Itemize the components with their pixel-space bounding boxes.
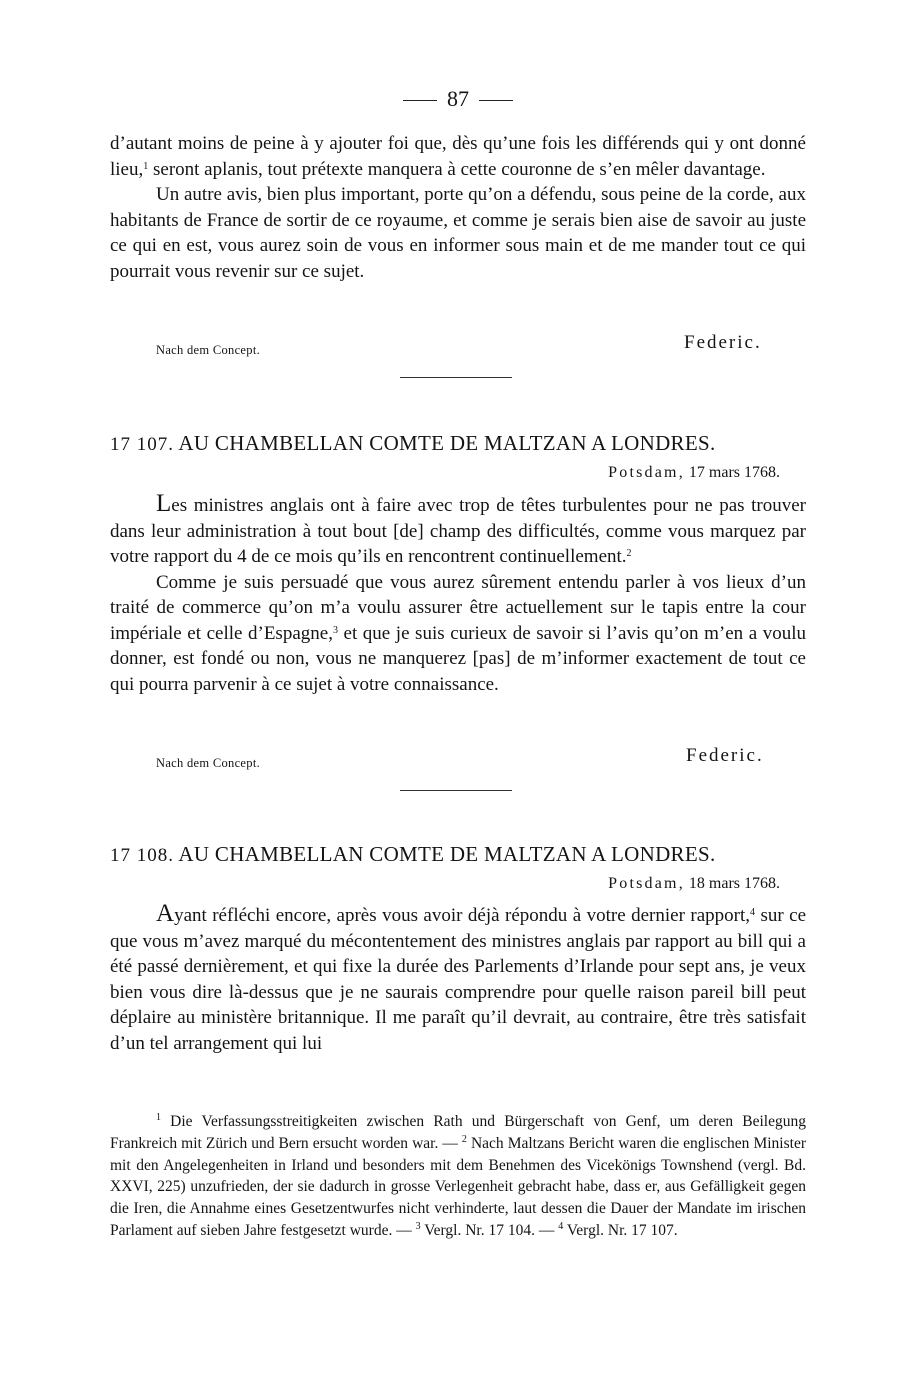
text-run: seront aplanis, tout prétexte manquera à cette couronne de s’en mêler davantage. (148, 158, 766, 180)
text-run: es ministres anglais ont à faire avec trop de têtes turbulentes pour ne pas trouver dans leur administration à tout bout [de] champ des difficultés, comme vous marquez par votre rapport du 4 de ce mois qu’ils en rencontrent continuellement. (110, 495, 806, 567)
signature: Federic. (684, 332, 762, 353)
text-run: Comme je suis persuadé que vous aurez sûrement entendu parler à vos lieux d’un traité de commerce qu’on m’a voulu assurer être actuellement sur le tapis entre la cour impériale et celle d’Espagne, (110, 571, 806, 644)
footnote-mark: 4 (558, 1220, 564, 1232)
dateline (608, 875, 780, 893)
footnote-mark: 3 (415, 1220, 421, 1232)
letter-body (110, 901, 806, 1056)
page-header (110, 86, 806, 112)
date: 17 mars 1768. (688, 464, 780, 481)
text-run: et que je suis curieux de savoir si l’avis qu’on m’en a voulu donner, est fondé ou non, vous ne manquerez [pas] de m’informer exactement de tout ce qui pourra parvenir à ce sujet à votre connaissance. (110, 622, 806, 695)
source-note: Nach dem Concept. (156, 756, 261, 770)
initial-letter: A (156, 900, 175, 927)
text-run: yant réfléchi encore, après vous avoir déjà répondu à votre dernier rapport, (174, 905, 750, 926)
letter-heading (110, 842, 806, 867)
initial-letter: L (156, 490, 172, 517)
header-dash-right (479, 100, 513, 101)
footnotes (110, 1111, 806, 1242)
letter-number: 17 108. (110, 845, 174, 866)
source-note: Nach dem Concept. (156, 343, 261, 357)
separator-rule (400, 377, 512, 378)
letter-body (110, 491, 806, 697)
date: 18 mars 1768. (688, 875, 780, 892)
footnote-ref: 3 (332, 624, 338, 636)
footnote-paragraph (110, 1111, 806, 1242)
paragraph: Un autre avis, bien plus important, porte qu’on a défendu, sous peine de la corde, aux habitants de France de sortir de ce royaume, et comme je serais bien aise de savoir au juste ce qui en est, vous aurez soin de vous en informer sous main et de me mander tout ce qui pourrait vous revenir sur ce sujet. (110, 184, 806, 282)
footnote-ref: 4 (750, 907, 755, 918)
paragraph (110, 491, 806, 570)
page-number: 87 (447, 86, 469, 111)
text-run: sur ce que vous m’avez marqué du mécontentement des ministres anglais par rapport au bill qui a été passé dernièrement, et qui fixe la durée des Parlements d’Irlande pour sept ans, je veux bien vous dire là-dessus que je ne saurais comprendre pour quelle raison pareil bill peut déplaire au ministère britannique. Il me paraît qu’il devrait, au contraire, être très satisfait d’un tel arrangement qui lui (110, 905, 806, 1054)
paragraph (110, 570, 806, 698)
header-dash-left (403, 100, 437, 101)
letter-title: AU CHAMBELLAN COMTE DE MALTZAN A LONDRES. (178, 842, 716, 866)
footnote-mark: 2 (461, 1133, 467, 1145)
continued-letter (110, 131, 806, 284)
paragraph (110, 131, 806, 182)
footnote-ref: 2 (626, 548, 632, 559)
separator-rule (400, 790, 512, 791)
signature: Federic. (686, 745, 764, 766)
letter-number: 17 107. (110, 434, 174, 455)
footnote-text: Vergl. Nr. 17 104. — (420, 1221, 559, 1239)
dateline (608, 464, 780, 482)
place: Potsdam, (608, 875, 685, 892)
letter-heading (110, 431, 806, 456)
footnote-text: Vergl. Nr. 17 107. (563, 1221, 678, 1239)
footnote-ref: 1 (143, 160, 149, 172)
place: Potsdam, (608, 464, 685, 481)
paragraph (110, 901, 806, 1056)
footnote-text: Die Verfassungsstreitigkeiten zwischen Rath und Bürgerschaft von Genf, um deren Beilegung Frankreich mit Zürich und Bern ersucht worden war. — (110, 1113, 806, 1152)
footnote-mark: 1 (156, 1112, 161, 1123)
text-run: d’autant moins de peine à y ajouter foi que, dès qu’une fois les différends qui y ont donné lieu, (110, 133, 806, 180)
footnote-text: Nach Maltzans Bericht waren die englischen Minister mit den Angelegenheiten in Irland und besonders mit dem Benehmen des Vicekönigs Townshend (vergl. Bd. XXVI, 225) unzufrieden, der sie dadurch in grosse Verlegenheit gebracht habe, dass er, aus Gefälligkeit gegen die Iren, die Annahme eines Gesetzentwurfes nicht verhinderte, laut dessen die Dauer der Mandate im irischen Parlament auf sieben Jahre festgesetzt wurde. — (110, 1134, 806, 1239)
letter-title: AU CHAMBELLAN COMTE DE MALTZAN A LONDRES. (178, 431, 716, 455)
